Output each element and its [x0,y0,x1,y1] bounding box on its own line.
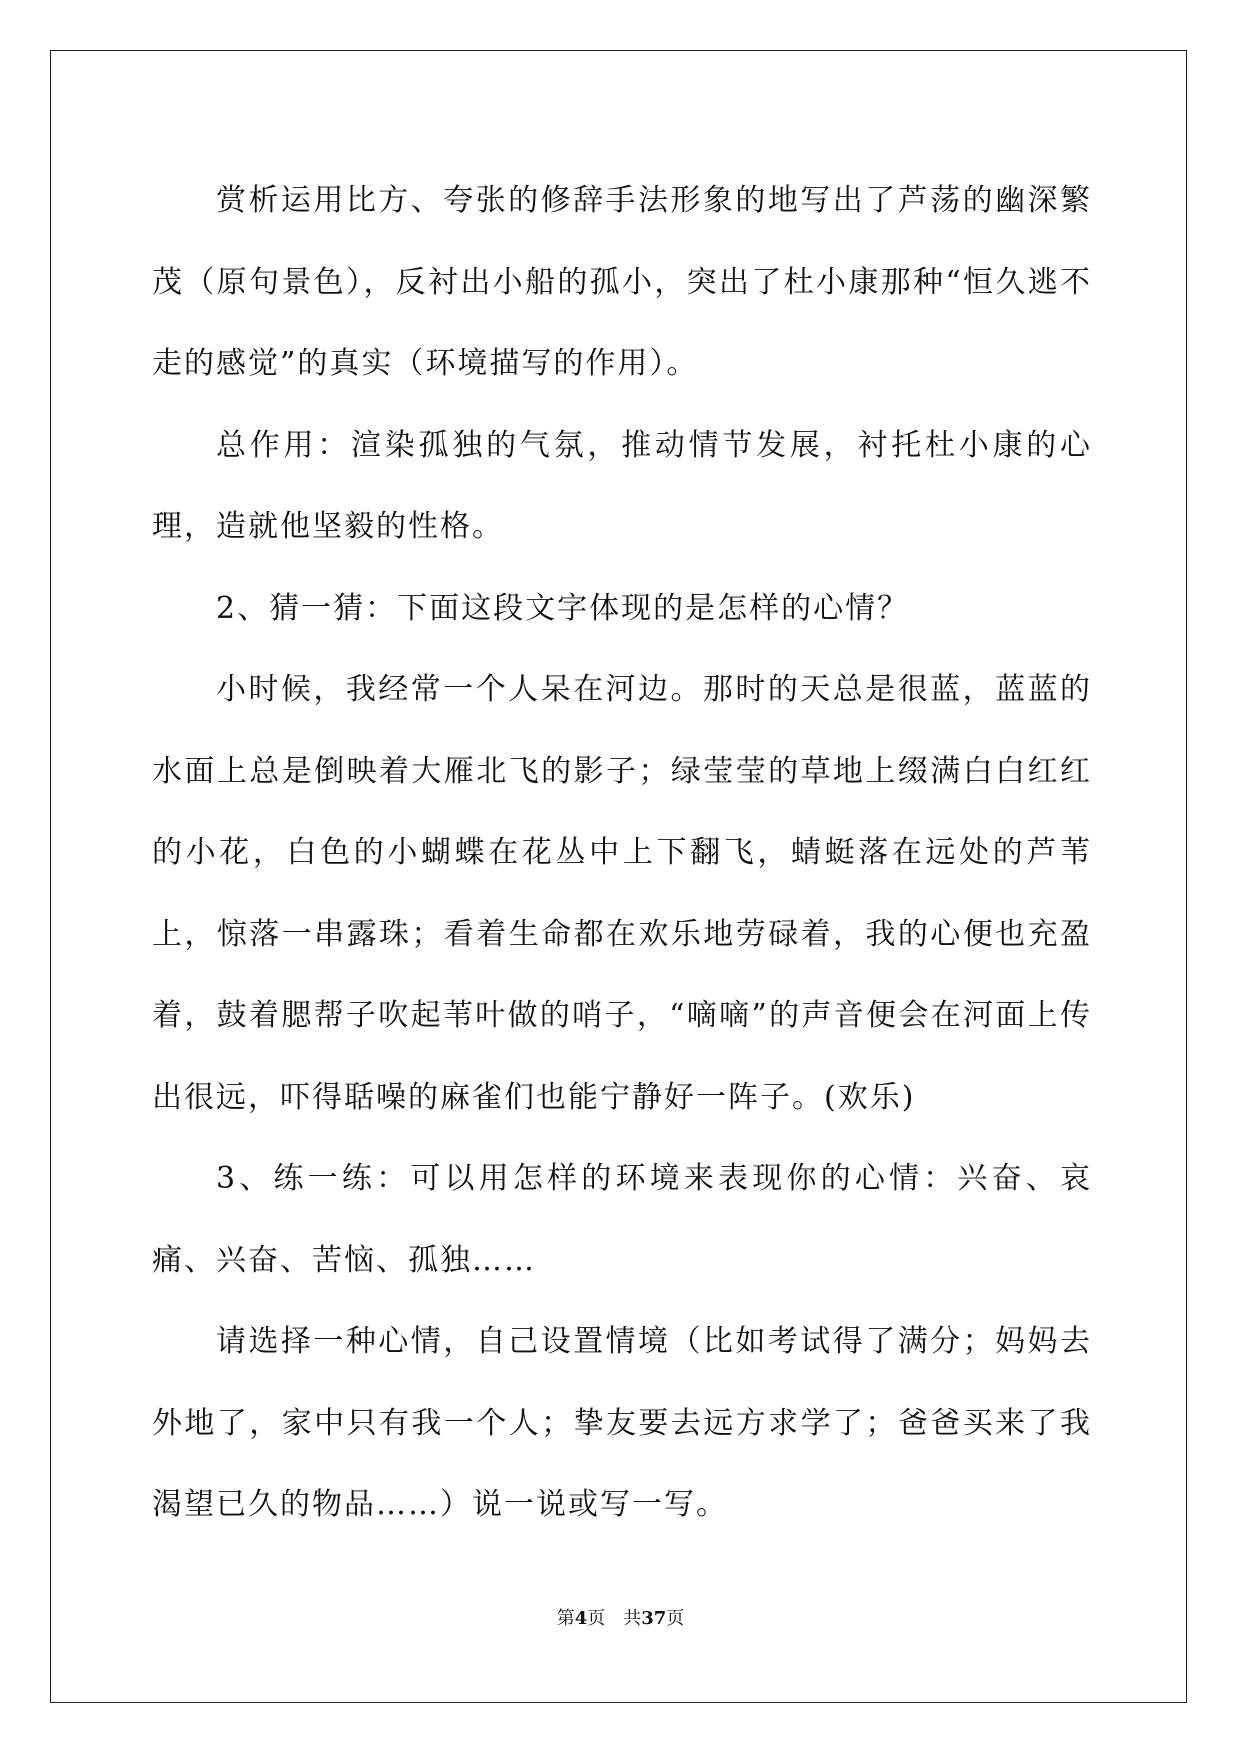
footer-total-suffix: 页 [666,1608,685,1629]
paragraph-overall-effect: 总作用：渲染孤独的气氛，推动情节发展，衬托杜小康的心理，造就他坚毅的性格。 [152,427,1092,544]
paragraph-question-2: 2、猜一猜：下面这段文字体现的是怎样的心情？ [216,590,910,626]
footer-total-prefix: 共 [623,1608,642,1629]
document-body [152,160,1092,1546]
footer-total-pages: 37 [641,1608,667,1629]
footer-page-suffix: 页 [587,1608,606,1629]
footer-page-number: 4 [574,1608,588,1629]
paragraph-analysis: 赏析运用比方、夸张的修辞手法形象的地写出了芦荡的幽深繁茂（原句景色），反衬出小船的孤小，突出了杜小康那种“恒久逃不走的感觉”的真实（环境描写的作用）。 [152,183,1092,381]
paragraph-question-3: 3、练一练：可以用怎样的环境来表现你的心情：兴奋、哀痛、兴奋、苦恼、孤独…… [152,1161,1092,1278]
footer-page-prefix: 第 [556,1608,575,1629]
paragraph-task: 请选择一种心情，自己设置情境（比如考试得了满分；妈妈去外地了，家中只有我一个人；挚友要去远方求学了；爸爸买来了我渴望已久的物品……）说一说或写一写。 [152,1324,1092,1522]
paragraph-passage: 小时候，我经常一个人呆在河边。那时的天总是很蓝，蓝蓝的水面上总是倒映着大雁北飞的影子；绿莹莹的草地上缀满白白红红的小花，白色的小蝴蝶在花丛中上下翻飞，蜻蜓落在远处的芦苇上，惊落一串露珠；看着生命都在欢乐地劳碌着，我的心便也充盈着，鼓着腮帮子吹起苇叶做的哨子，“嘀嘀”的声音便会在河面上传出很远，吓得聒噪的麻雀们也能宁静好一阵子。(欢乐) [152,672,1092,1115]
page-footer [0,1604,1241,1630]
